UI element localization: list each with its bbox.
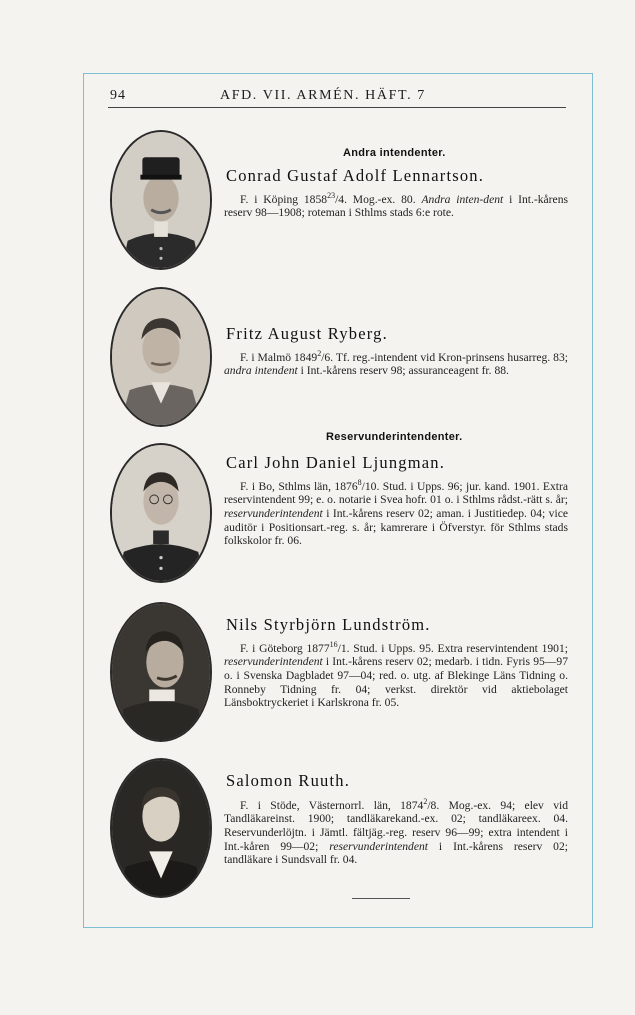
bio-run: i Int.-kårens reserv 02; tandläkare i Sundsvall fr. 04.	[224, 839, 568, 867]
bio-text	[224, 476, 568, 548]
portrait-ryberg	[110, 287, 212, 427]
entry-bio-ljungman	[224, 476, 568, 548]
entry-bio-ruuth	[224, 795, 568, 867]
entry-name-ruuth: Salomon Ruuth.	[226, 771, 351, 790]
bio-run: /8. Mog.-ex. 94; elev vid Tandläkareinst. 1900; tandläkarekand.-ex. 02; tandläkareex. 04. Reservunderlöjtn. i Jämtl. fältjäg.-reg. reserv 96—99; extra intendent i Int.-kåren 99—02;	[224, 798, 569, 853]
bio-run: i Int.-kårens reserv 02; aman. i Justitiedep. 04; vice auditör i Positionsart.-reg. s. år; kamrerare i Öfverstyr. för Sthlms stads folkskolor fr. 06.	[224, 507, 568, 548]
bio-run: i Int.-kårens reserv 98—1908; roteman i Sthlms stads 6:e rote.	[224, 192, 569, 220]
bio-italic-run: andra intendent	[224, 364, 298, 378]
entry-name-lundstrom: Nils Styrbjörn Lundström.	[226, 615, 431, 634]
bio-text	[224, 189, 568, 220]
entry-bio-lundstrom	[224, 638, 568, 710]
header-rule	[108, 107, 566, 108]
section-title-andra-intendenter: Andra intendenter.	[343, 147, 446, 159]
entry-name-ryberg: Fritz August Ryberg.	[226, 324, 388, 343]
running-title: AFD. VII. ARMÉN. HÄFT. 7	[220, 88, 426, 103]
bio-superscript: 2	[317, 349, 322, 358]
bio-run: F. i Bo, Sthlms län, 1876	[240, 479, 358, 493]
page-number: 94	[110, 88, 126, 103]
bio-text	[224, 638, 568, 710]
entry-bio-lennartson	[224, 189, 568, 220]
bio-superscript: 16	[329, 640, 338, 649]
bio-superscript: 2	[423, 797, 428, 806]
bio-run: /6. Tf. reg.-intendent vid Kron-prinsens husarreg. 83;	[321, 350, 568, 364]
page-header	[108, 88, 568, 110]
bio-run: F. i Göteborg 1877	[240, 641, 330, 655]
entry-name-lennartson: Conrad Gustaf Adolf Lennartson.	[226, 166, 485, 185]
bio-run: /4. Mog.-ex. 80.	[335, 192, 422, 206]
section-title-reservunderintendenter: Reservunderintendenter.	[326, 431, 463, 443]
portrait-ljungman	[110, 443, 212, 583]
end-rule	[352, 898, 410, 899]
portrait-lennartson	[110, 130, 212, 270]
entry-name-ljungman: Carl John Daniel Ljungman.	[226, 453, 446, 472]
bio-italic-run: reservunderintendent	[329, 839, 428, 853]
portrait-ruuth	[110, 758, 212, 898]
bio-italic-run: Andra inten-dent	[421, 192, 504, 206]
bio-superscript: 23	[327, 191, 336, 200]
bio-run: /1. Stud. i Upps. 95. Extra reservintendent 1901;	[337, 641, 568, 655]
bio-run: /10. Stud. i Upps. 96; jur. kand. 1901. Extra reservintendent 99; e. o. notarie i Svea hofr. 01 o. i Sthlms rådst.-rätt s. år;	[224, 479, 568, 507]
bio-superscript: 8	[357, 478, 362, 487]
entry-bio-ryberg	[224, 347, 568, 378]
bio-run: i Int.-kårens reserv 02; medarb. i tidn. Fyris 95—97 o. i Svenska Dagbladet 97—04; red. o. utg. af Blekinge Läns Tidning o. Ronneby Tidning fr. 04; verkst. direktör vid aktiebolaget Länsboktryckeriet i Karlskrona fr. 05.	[224, 655, 568, 710]
bio-run: F. i Stöde, Västernorrl. län, 1874	[240, 798, 424, 812]
bio-run: F. i Malmö 1849	[240, 350, 318, 364]
bio-run: i Int.-kårens reserv 98; assuranceagent fr. 88.	[297, 364, 509, 378]
bio-italic-run: reservunderintendent	[224, 655, 323, 669]
bio-text	[224, 347, 568, 378]
bio-italic-run: reservunderintendent	[224, 507, 323, 521]
bio-text	[224, 795, 568, 867]
portrait-lundstrom	[110, 602, 212, 742]
bio-run: F. i Köping 1858	[240, 192, 328, 206]
